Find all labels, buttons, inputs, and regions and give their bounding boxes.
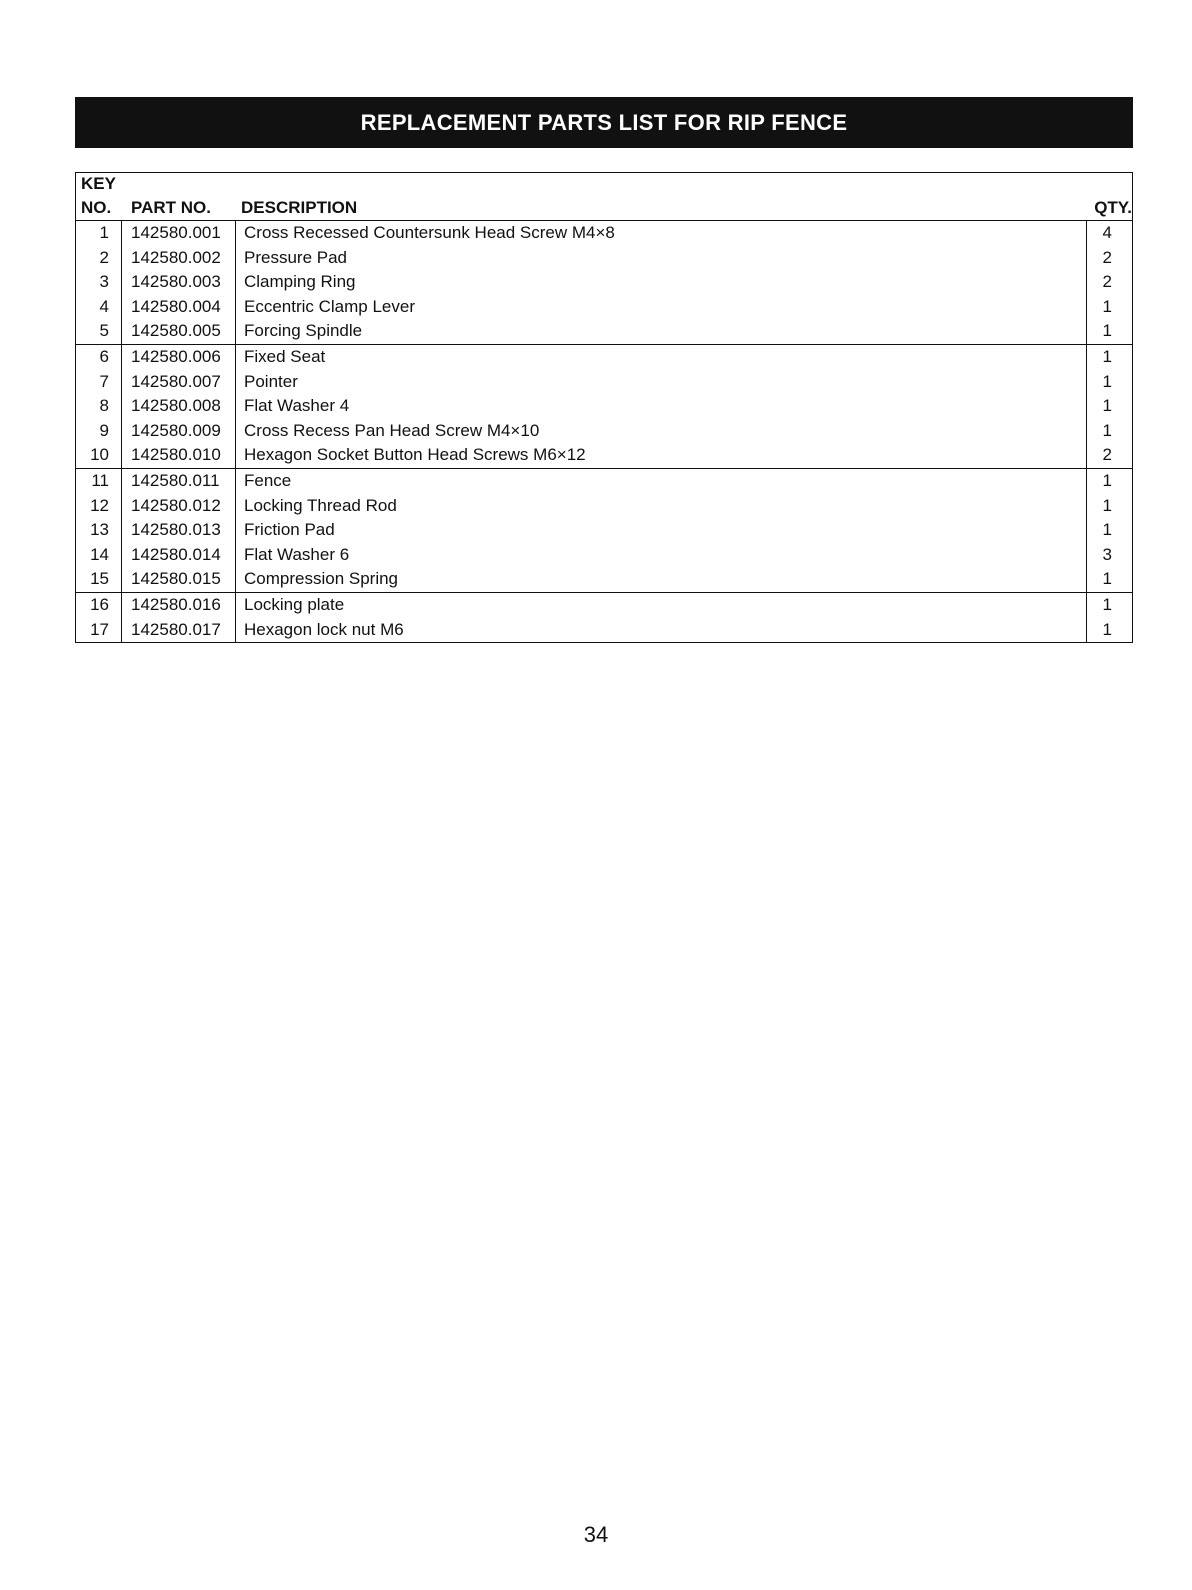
part-no-cell: 142580.003 bbox=[122, 270, 236, 295]
description-cell: Flat Washer 4 bbox=[236, 394, 1087, 419]
table-row bbox=[76, 567, 1132, 593]
part-no-cell: 142580.007 bbox=[122, 370, 236, 395]
header-key-line2: NO. bbox=[81, 198, 112, 217]
qty-cell: 1 bbox=[1102, 321, 1112, 341]
table-row bbox=[76, 319, 1132, 345]
key-cell: 3 bbox=[76, 270, 122, 295]
part-no-cell: 142580.015 bbox=[122, 567, 236, 592]
key-cell: 8 bbox=[76, 394, 122, 419]
table-row bbox=[76, 618, 1132, 643]
description-cell: Pressure Pad bbox=[236, 246, 1087, 271]
qty-cell: 4 bbox=[1102, 223, 1112, 242]
table-row bbox=[76, 469, 1132, 494]
key-cell: 9 bbox=[76, 419, 122, 444]
qty-cell: 1 bbox=[1102, 371, 1112, 391]
part-no-cell: 142580.012 bbox=[122, 494, 236, 519]
description-cell: Hexagon Socket Button Head Screws M6×12 bbox=[236, 443, 1087, 468]
description-cell: Hexagon lock nut M6 bbox=[236, 618, 1087, 643]
table-row bbox=[76, 370, 1132, 395]
key-cell: 13 bbox=[76, 518, 122, 543]
key-cell: 10 bbox=[76, 443, 122, 468]
description-cell: Forcing Spindle bbox=[236, 319, 1087, 344]
page-number: 34 bbox=[583, 1522, 609, 1547]
key-cell: 17 bbox=[76, 618, 122, 643]
part-no-cell: 142580.016 bbox=[122, 593, 236, 618]
table-row bbox=[76, 270, 1132, 295]
part-no-cell: 142580.009 bbox=[122, 419, 236, 444]
table-row bbox=[76, 221, 1132, 246]
table-row bbox=[76, 295, 1132, 320]
qty-cell: 1 bbox=[1102, 470, 1112, 490]
key-cell: 6 bbox=[76, 345, 122, 370]
table-row bbox=[76, 543, 1132, 568]
qty-cell: 1 bbox=[1102, 420, 1112, 440]
description-cell: Compression Spring bbox=[236, 567, 1087, 592]
qty-cell: 1 bbox=[1102, 495, 1112, 515]
key-cell: 7 bbox=[76, 370, 122, 395]
table-header bbox=[76, 173, 1132, 221]
header-qty: QTY. bbox=[1094, 198, 1132, 217]
key-cell: 2 bbox=[76, 246, 122, 271]
key-cell: 1 bbox=[76, 221, 122, 246]
qty-cell: 1 bbox=[1102, 619, 1112, 639]
description-cell: Eccentric Clamp Lever bbox=[236, 295, 1087, 320]
part-no-cell: 142580.001 bbox=[122, 221, 236, 246]
qty-cell: 1 bbox=[1102, 569, 1112, 589]
table-row bbox=[76, 246, 1132, 271]
qty-cell: 1 bbox=[1102, 346, 1112, 366]
description-cell: Flat Washer 6 bbox=[236, 543, 1087, 568]
description-cell: Pointer bbox=[236, 370, 1087, 395]
part-no-cell: 142580.006 bbox=[122, 345, 236, 370]
key-cell: 12 bbox=[76, 494, 122, 519]
key-cell: 15 bbox=[76, 567, 122, 592]
part-no-cell: 142580.010 bbox=[122, 443, 236, 468]
table-row bbox=[76, 443, 1132, 469]
description-cell: Locking Thread Rod bbox=[236, 494, 1087, 519]
header-key-line1: KEY bbox=[81, 174, 116, 193]
part-no-cell: 142580.005 bbox=[122, 319, 236, 344]
description-cell: Clamping Ring bbox=[236, 270, 1087, 295]
key-cell: 11 bbox=[76, 469, 122, 494]
description-cell: Cross Recess Pan Head Screw M4×10 bbox=[236, 419, 1087, 444]
table-row bbox=[76, 518, 1132, 543]
table-row bbox=[76, 345, 1132, 370]
qty-cell: 1 bbox=[1102, 594, 1112, 614]
description-cell: Locking plate bbox=[236, 593, 1087, 618]
description-cell: Fence bbox=[236, 469, 1087, 494]
header-part-no: PART NO. bbox=[131, 198, 211, 217]
part-no-cell: 142580.002 bbox=[122, 246, 236, 271]
qty-cell: 1 bbox=[1102, 396, 1112, 416]
parts-table bbox=[75, 172, 1133, 643]
table-body bbox=[76, 221, 1132, 642]
header-description: DESCRIPTION bbox=[241, 198, 358, 217]
page-title: REPLACEMENT PARTS LIST FOR RIP FENCE bbox=[75, 97, 1133, 148]
key-cell: 4 bbox=[76, 295, 122, 320]
qty-cell: 2 bbox=[1102, 272, 1112, 292]
key-cell: 14 bbox=[76, 543, 122, 568]
table-row bbox=[76, 419, 1132, 444]
key-cell: 16 bbox=[76, 593, 122, 618]
description-cell: Friction Pad bbox=[236, 518, 1087, 543]
part-no-cell: 142580.013 bbox=[122, 518, 236, 543]
qty-cell: 2 bbox=[1102, 247, 1112, 267]
part-no-cell: 142580.011 bbox=[122, 469, 236, 494]
description-cell: Fixed Seat bbox=[236, 345, 1087, 370]
qty-cell: 1 bbox=[1102, 296, 1112, 316]
table-row bbox=[76, 494, 1132, 519]
table-row bbox=[76, 394, 1132, 419]
part-no-cell: 142580.004 bbox=[122, 295, 236, 320]
part-no-cell: 142580.008 bbox=[122, 394, 236, 419]
key-cell: 5 bbox=[76, 319, 122, 344]
description-cell: Cross Recessed Countersunk Head Screw M4×8 bbox=[236, 221, 1087, 246]
qty-cell: 1 bbox=[1102, 520, 1112, 540]
part-no-cell: 142580.014 bbox=[122, 543, 236, 568]
table-row bbox=[76, 593, 1132, 618]
part-no-cell: 142580.017 bbox=[122, 618, 236, 643]
qty-cell: 3 bbox=[1102, 544, 1112, 564]
qty-cell: 2 bbox=[1102, 445, 1112, 465]
